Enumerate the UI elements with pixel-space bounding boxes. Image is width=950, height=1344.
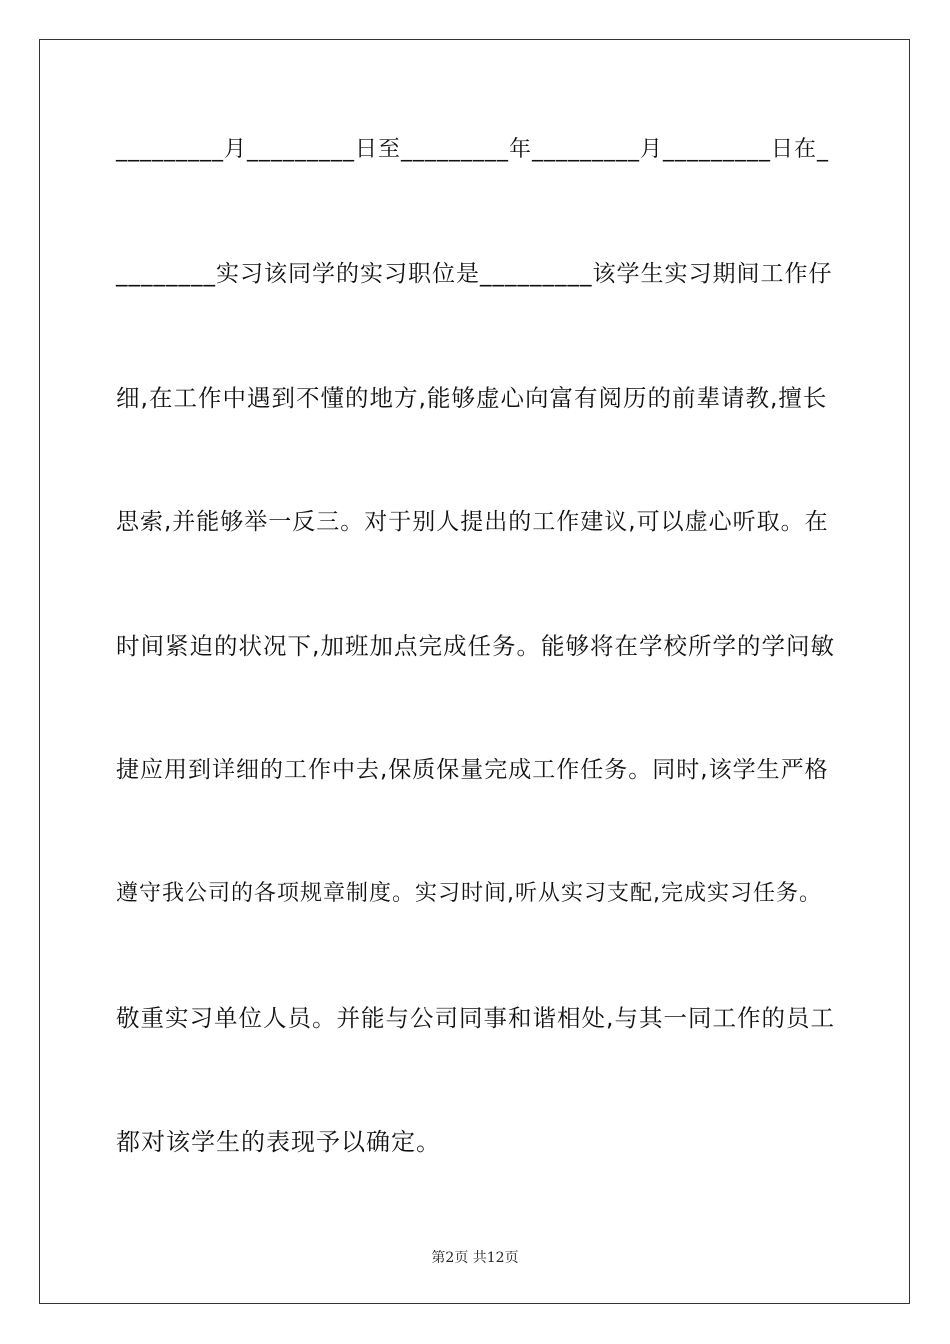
body-line-4: 思索,并能够举一反三。对于别人提出的工作建议,可以虚心听取。在 (116, 509, 829, 535)
page-footer: 第2页 共12页 (431, 1250, 519, 1266)
body-line-1: _________月_________日至_________年_________月_________日在_ (116, 137, 830, 162)
page-border (39, 39, 910, 1304)
body-line-7: 遵守我公司的各项规章制度。实习时间,听从实习支配,完成实习任务。 (116, 881, 822, 906)
body-line-2: ________实习该同学的实习职位是_________该学生实习期间工作仔 (116, 261, 833, 287)
body-line-3: 细,在工作中遇到不懂的地方,能够虚心向富有阅历的前辈请教,擅长 (116, 384, 828, 412)
body-line-6: 捷应用到详细的工作中去,保质保量完成工作任务。同时,该学生严格 (116, 757, 829, 783)
body-line-5: 时间紧迫的状况下,加班加点完成任务。能够将在学校所学的学问敏 (116, 632, 835, 660)
body-line-8: 敬重实习单位人员。并能与公司同事和谐相处,与其一同工作的员工 (116, 1004, 835, 1032)
body-line-9: 都对该学生的表现予以确定。 (116, 1128, 441, 1156)
